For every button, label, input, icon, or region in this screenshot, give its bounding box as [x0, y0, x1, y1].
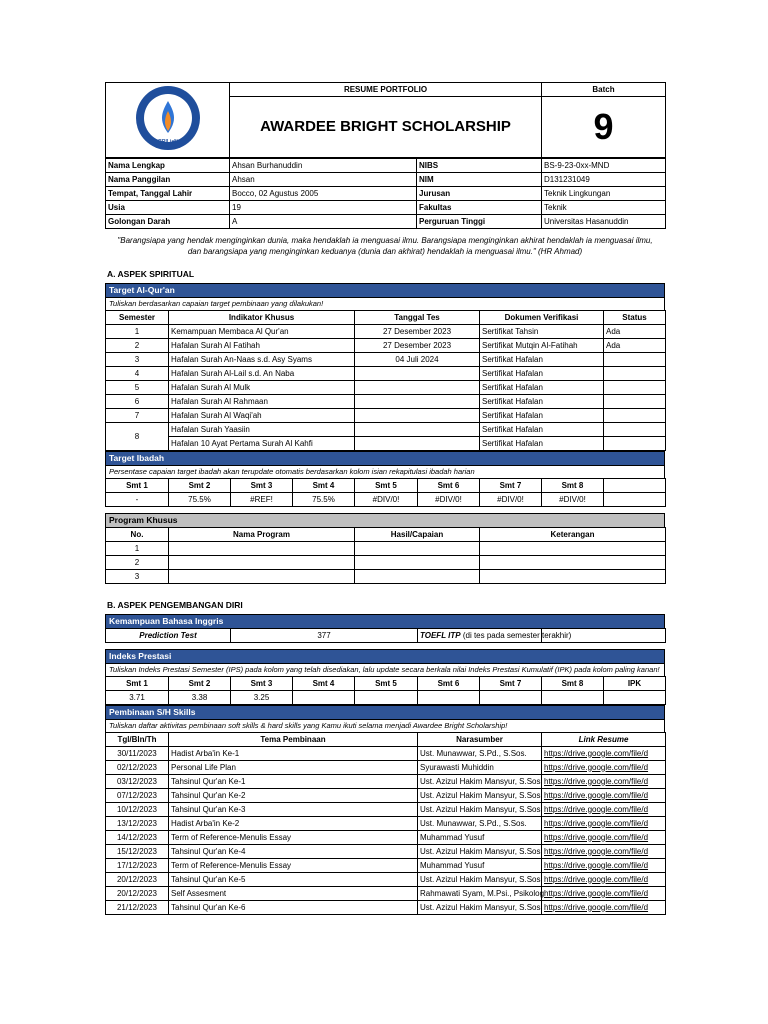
ips-section-bar: Indeks Prestasi [105, 649, 665, 663]
date-cell: 21/12/2023 [106, 901, 169, 915]
table-row [106, 570, 666, 584]
status-cell: Ada [604, 325, 666, 339]
date-cell: 20/12/2023 [106, 873, 169, 887]
resume-link[interactable]: https://drive.google.com/file/d [542, 859, 666, 873]
test-date-cell [355, 381, 480, 395]
profile-label: Fakultas [417, 201, 542, 215]
table-row [106, 339, 666, 353]
table-row [106, 423, 666, 437]
resume-link[interactable]: https://drive.google.com/file/d [542, 873, 666, 887]
resume-link[interactable]: https://drive.google.com/file/d [542, 845, 666, 859]
skills-section-bar: Pembinaan S/H Skills [105, 705, 665, 719]
column-header: No. [106, 528, 169, 542]
column-header: Semester [106, 311, 169, 325]
semester-cell: 2 [106, 339, 169, 353]
column-header: Dokumen Verifikasi [480, 311, 604, 325]
column-header: Keterangan [480, 528, 666, 542]
ips-value: 3.25 [231, 691, 293, 705]
prediction-test-label: Prediction Test [106, 629, 231, 643]
resume-link[interactable]: https://drive.google.com/file/d [542, 817, 666, 831]
resume-sheet [105, 82, 665, 915]
page-title: AWARDEE BRIGHT SCHOLARSHIP [230, 97, 542, 158]
date-cell: 02/12/2023 [106, 761, 169, 775]
ips-value: 3.71 [106, 691, 169, 705]
empty-cell [355, 542, 480, 556]
semester-cell: 3 [106, 353, 169, 367]
ibadah-note: Persentase capaian target ibadah akan terupdate otomatis berdasarkan kolom isian rekapitulasi ibadah harian [105, 465, 665, 478]
document-cell: Sertifikat Hafalan [480, 423, 604, 437]
resume-link[interactable]: https://drive.google.com/file/d [542, 775, 666, 789]
column-header: Smt 3 [231, 479, 293, 493]
empty-cell [169, 542, 355, 556]
ips-table [105, 676, 666, 705]
column-header: Tanggal Tes [355, 311, 480, 325]
semester-cell: 5 [106, 381, 169, 395]
column-header: Smt 4 [293, 677, 355, 691]
column-header: Smt 7 [480, 479, 542, 493]
column-header: Smt 4 [293, 479, 355, 493]
table-row [106, 395, 666, 409]
theme-cell: Tahsinul Qur'an Ke-5 [169, 873, 418, 887]
column-header: Smt 1 [106, 677, 169, 691]
test-date-cell [355, 395, 480, 409]
profile-value: BS-9-23-0xx-MND [542, 159, 666, 173]
table-row [106, 803, 666, 817]
ips-value [604, 691, 666, 705]
column-header [604, 479, 666, 493]
table-row [106, 353, 666, 367]
skills-table [105, 732, 666, 915]
ips-value [355, 691, 418, 705]
column-header: Smt 2 [169, 677, 231, 691]
column-header: Tema Pembinaan [169, 733, 418, 747]
toefl-note: (di tes pada semester terakhir) [460, 630, 572, 640]
indicator-cell: Hafalan Surah Al Waqi'ah [169, 409, 355, 423]
column-header: Smt 2 [169, 479, 231, 493]
profile-label: Tempat, Tanggal Lahir [106, 187, 230, 201]
profile-row [106, 215, 666, 229]
resume-link[interactable]: https://drive.google.com/file/d [542, 901, 666, 915]
indicator-cell: Hafalan Surah Al Fatihah [169, 339, 355, 353]
bahasa-table [105, 628, 666, 643]
status-cell: Ada [604, 339, 666, 353]
table-row [106, 747, 666, 761]
ibadah-value: 75.5% [293, 493, 355, 507]
table-row [106, 381, 666, 395]
profile-row [106, 201, 666, 215]
table-row [106, 556, 666, 570]
profile-table [105, 158, 666, 229]
ibadah-value: #DIV/0! [480, 493, 542, 507]
profile-value: Bocco, 02 Agustus 2005 [230, 187, 417, 201]
ibadah-table [105, 478, 666, 507]
table-row [106, 817, 666, 831]
batch-number: 9 [542, 97, 666, 158]
document-cell: Sertifikat Hafalan [480, 367, 604, 381]
ibadah-value: #DIV/0! [542, 493, 604, 507]
indicator-cell: Hafalan Surah Yaasiin [169, 423, 355, 437]
resume-link[interactable]: https://drive.google.com/file/d [542, 887, 666, 901]
test-date-cell [355, 437, 480, 451]
column-header: Smt 5 [355, 479, 418, 493]
ibadah-value: #DIV/0! [418, 493, 480, 507]
quran-table [105, 310, 666, 451]
document-cell: Sertifikat Tahsin [480, 325, 604, 339]
table-row [106, 325, 666, 339]
table-row [106, 437, 666, 451]
column-header: Smt 8 [542, 677, 604, 691]
column-header: Smt 8 [542, 479, 604, 493]
test-date-cell: 27 Desember 2023 [355, 325, 480, 339]
table-row [106, 409, 666, 423]
table-row [106, 831, 666, 845]
profile-row [106, 173, 666, 187]
status-cell [604, 395, 666, 409]
theme-cell: Tahsinul Qur'an Ke-2 [169, 789, 418, 803]
empty-cell [480, 542, 666, 556]
date-cell: 10/12/2023 [106, 803, 169, 817]
empty-cell [169, 556, 355, 570]
speaker-cell: Muhammad Yusuf [418, 859, 542, 873]
program-no: 3 [106, 570, 169, 584]
header-table [105, 82, 666, 158]
profile-value: Ahsan Burhanuddin [230, 159, 417, 173]
date-cell: 13/12/2023 [106, 817, 169, 831]
resume-link[interactable]: https://drive.google.com/file/d [542, 761, 666, 775]
speaker-cell: Ust. Azizul Hakim Mansyur, S.Sos [418, 789, 542, 803]
column-header: Narasumber [418, 733, 542, 747]
date-cell: 07/12/2023 [106, 789, 169, 803]
logo-text: BRILiaN [157, 139, 178, 145]
resume-link[interactable]: https://drive.google.com/file/d [542, 803, 666, 817]
table-row [106, 873, 666, 887]
test-date-cell [355, 409, 480, 423]
ibadah-section-bar: Target Ibadah [105, 451, 665, 465]
ibadah-value: - [106, 493, 169, 507]
resume-link[interactable]: https://drive.google.com/file/d [542, 747, 666, 761]
column-header: Indikator Khusus [169, 311, 355, 325]
theme-cell: Self Assesment [169, 887, 418, 901]
ips-value [418, 691, 480, 705]
table-row [106, 887, 666, 901]
quote-text: "Barangsiapa yang hendak menginginkan dunia, maka hendaklah ia menguasai ilmu. Barangsiapa menginginkan akhirat hendaklah ia menguasai ilmu, dan barangsiapa yang menginginkan keduanya (dunia dan akhirat) hendaklah ia menguasai ilmu." (HR Ahmad) [117, 236, 653, 256]
test-date-cell [355, 423, 480, 437]
speaker-cell: Rahmawati Syam, M.Psi., Psikolog [418, 887, 542, 901]
ips-value: 3.38 [169, 691, 231, 705]
prediction-test-value: 377 [231, 629, 418, 643]
batch-label: Batch [542, 83, 666, 97]
test-date-cell: 27 Desember 2023 [355, 339, 480, 353]
quran-section-bar: Target Al-Qur'an [105, 283, 665, 297]
document-cell: Sertifikat Hafalan [480, 381, 604, 395]
speaker-cell: Ust. Munawwar, S.Pd., S.Sos. [418, 747, 542, 761]
indicator-cell: Hafalan Surah An-Naas s.d. Asy Syams [169, 353, 355, 367]
ibadah-value: #REF! [231, 493, 293, 507]
column-header: Nama Program [169, 528, 355, 542]
semester-cell: 4 [106, 367, 169, 381]
empty-cell [355, 570, 480, 584]
profile-row [106, 187, 666, 201]
column-header: Smt 1 [106, 479, 169, 493]
profile-value: 19 [230, 201, 417, 215]
speaker-cell: Ust. Azizul Hakim Mansyur, S.Sos [418, 873, 542, 887]
ips-value [480, 691, 542, 705]
test-date-cell [355, 367, 480, 381]
indicator-cell: Hafalan Surah Al Mulk [169, 381, 355, 395]
date-cell: 15/12/2023 [106, 845, 169, 859]
ips-value [542, 691, 604, 705]
empty-cell [480, 556, 666, 570]
table-row [106, 761, 666, 775]
profile-row [106, 159, 666, 173]
document-cell: Sertifikat Hafalan [480, 353, 604, 367]
quran-note: Tuliskan berdasarkan capaian target pembinaan yang dilakukan! [105, 297, 665, 310]
profile-value: Universitas Hasanuddin [542, 215, 666, 229]
document-cell: Sertifikat Hafalan [480, 409, 604, 423]
empty-cell [480, 570, 666, 584]
program-no: 1 [106, 542, 169, 556]
document-cell: Sertifikat Hafalan [480, 437, 604, 451]
program-table [105, 527, 666, 584]
theme-cell: Tahsinul Qur'an Ke-3 [169, 803, 418, 817]
date-cell: 17/12/2023 [106, 859, 169, 873]
date-cell: 20/12/2023 [106, 887, 169, 901]
empty-cell [355, 556, 480, 570]
theme-cell: Term of Reference-Menulis Essay [169, 831, 418, 845]
semester-cell: 8 [106, 423, 169, 451]
ips-note: Tuliskan Indeks Prestasi Semester (IPS) pada kolom yang telah disediakan, lalu update secara berkala nilai Indeks Prestasi Kumulatif (IPK) pada kolom paling kanan! [105, 663, 665, 676]
indicator-cell: Hafalan Surah Al Rahmaan [169, 395, 355, 409]
test-date-cell: 04 Juli 2024 [355, 353, 480, 367]
logo-cell [106, 83, 230, 158]
profile-value: Teknik [542, 201, 666, 215]
indicator-cell: Kemampuan Membaca Al Qur'an [169, 325, 355, 339]
section-a-title: A. ASPEK SPIRITUAL [107, 269, 195, 279]
ibadah-value: 75.5% [169, 493, 231, 507]
status-cell [604, 367, 666, 381]
speaker-cell: Ust. Azizul Hakim Mansyur, S.Sos [418, 803, 542, 817]
profile-value: D131231049 [542, 173, 666, 187]
status-cell [604, 409, 666, 423]
theme-cell: Hadist Arba'in Ke-1 [169, 747, 418, 761]
document-cell: Sertifikat Hafalan [480, 395, 604, 409]
table-row [106, 859, 666, 873]
speaker-cell: Syurawasti Muhiddin [418, 761, 542, 775]
document-cell: Sertifikat Mutqin Al-Fatihah [480, 339, 604, 353]
ips-value [293, 691, 355, 705]
ibadah-value [604, 493, 666, 507]
column-header: Link Resume [542, 733, 666, 747]
profile-label: NIBS [417, 159, 542, 173]
profile-value: A [230, 215, 417, 229]
column-header: Smt 7 [480, 677, 542, 691]
theme-cell: Tahsinul Qur'an Ke-6 [169, 901, 418, 915]
column-header: Smt 6 [418, 677, 480, 691]
date-cell: 03/12/2023 [106, 775, 169, 789]
table-row [106, 542, 666, 556]
theme-cell: Term of Reference-Menulis Essay [169, 859, 418, 873]
table-row [106, 775, 666, 789]
semester-cell: 7 [106, 409, 169, 423]
column-header: IPK [604, 677, 666, 691]
indicator-cell: Hafalan 10 Ayat Pertama Surah Al Kahfi [169, 437, 355, 451]
semester-cell: 1 [106, 325, 169, 339]
semester-cell: 6 [106, 395, 169, 409]
theme-cell: Hadist Arba'in Ke-2 [169, 817, 418, 831]
resume-link[interactable]: https://drive.google.com/file/d [542, 789, 666, 803]
table-row [106, 789, 666, 803]
speaker-cell: Ust. Azizul Hakim Mansyur, S.Sos [418, 845, 542, 859]
table-row [106, 901, 666, 915]
ibadah-value: #DIV/0! [355, 493, 418, 507]
table-row [106, 845, 666, 859]
status-cell [604, 381, 666, 395]
resume-link[interactable]: https://drive.google.com/file/d [542, 831, 666, 845]
speaker-cell: Ust. Munawwar, S.Pd., S.Sos. [418, 817, 542, 831]
column-header: Status [604, 311, 666, 325]
resume-label: RESUME PORTFOLIO [230, 83, 542, 97]
toefl-cell [418, 629, 572, 643]
theme-cell: Tahsinul Qur'an Ke-1 [169, 775, 418, 789]
profile-label: Jurusan [417, 187, 542, 201]
bahasa-section-bar: Kemampuan Bahasa Inggris [105, 614, 665, 628]
profile-label: Usia [106, 201, 230, 215]
status-cell [604, 423, 666, 437]
speaker-cell: Muhammad Yusuf [418, 831, 542, 845]
speaker-cell: Ust. Azizul Hakim Mansyur, S.Sos [418, 901, 542, 915]
empty-cell [169, 570, 355, 584]
scholarship-logo-icon [133, 83, 203, 153]
table-row [106, 367, 666, 381]
profile-value: Teknik Lingkungan [542, 187, 666, 201]
date-cell: 30/11/2023 [106, 747, 169, 761]
theme-cell: Tahsinul Qur'an Ke-4 [169, 845, 418, 859]
profile-label: NIM [417, 173, 542, 187]
profile-label: Nama Panggilan [106, 173, 230, 187]
speaker-cell: Ust. Azizul Hakim Mansyur, S.Sos [418, 775, 542, 789]
indicator-cell: Hafalan Surah Al-Lail s.d. An Naba [169, 367, 355, 381]
section-b-title: B. ASPEK PENGEMBANGAN DIRI [107, 600, 243, 610]
column-header: Smt 6 [418, 479, 480, 493]
program-no: 2 [106, 556, 169, 570]
toefl-label: TOEFL ITP [420, 630, 461, 640]
profile-label: Golongan Darah [106, 215, 230, 229]
status-cell [604, 353, 666, 367]
column-header: Tgl/Bln/Th [106, 733, 169, 747]
program-section-bar: Program Khusus [105, 513, 665, 527]
status-cell [604, 437, 666, 451]
profile-label: Nama Lengkap [106, 159, 230, 173]
skills-note: Tuliskan daftar aktivitas pembinaan soft skills & hard skills yang Kamu ikuti selama menjadi Awardee Bright Scholarship! [105, 719, 665, 732]
column-header: Hasil/Capaian [355, 528, 480, 542]
profile-value: Ahsan [230, 173, 417, 187]
column-header: Smt 5 [355, 677, 418, 691]
column-header: Smt 3 [231, 677, 293, 691]
profile-label: Perguruan Tinggi [417, 215, 542, 229]
theme-cell: Personal Life Plan [169, 761, 418, 775]
date-cell: 14/12/2023 [106, 831, 169, 845]
